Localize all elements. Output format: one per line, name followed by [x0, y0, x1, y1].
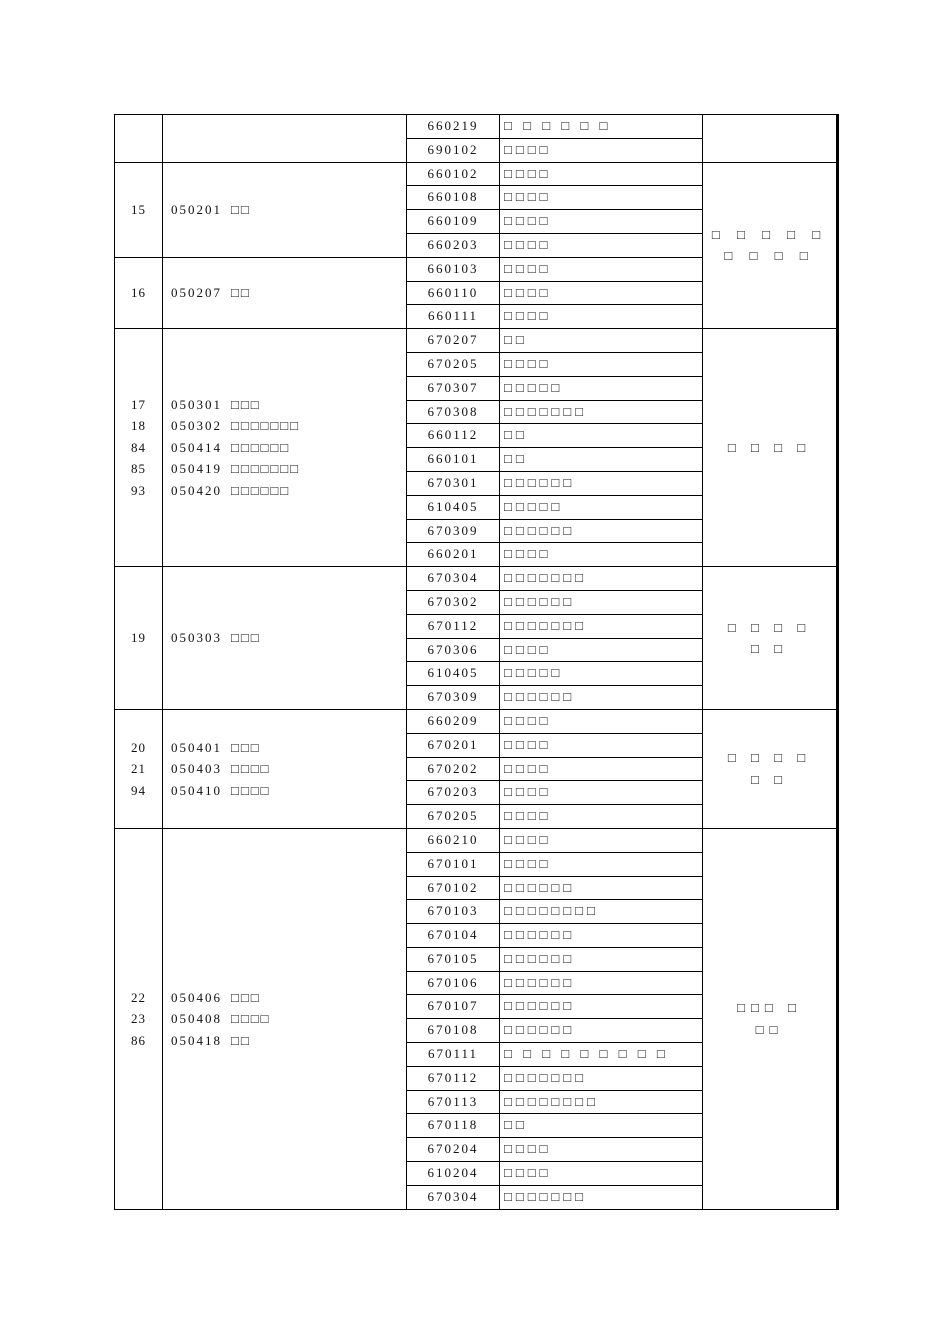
specialty-item: [171, 199, 406, 221]
specialty-item: [171, 780, 406, 802]
group-number-cell: [115, 115, 163, 163]
course-name: □□: [500, 329, 703, 353]
specialty-item: [171, 394, 406, 416]
course-code: 670106: [407, 971, 500, 995]
course-code: 670301: [407, 471, 500, 495]
group-number: 15: [131, 201, 146, 217]
course-name: □□□□: [500, 733, 703, 757]
course-code: 610405: [407, 662, 500, 686]
course-name: □□□□□□: [500, 995, 703, 1019]
specialty-name: □□□: [231, 630, 261, 646]
specialty-item: [171, 282, 406, 304]
course-name: □□□□□□: [500, 590, 703, 614]
course-code: 670306: [407, 638, 500, 662]
course-table-body: [115, 115, 837, 1210]
requirement-text: □ □: [751, 641, 788, 657]
requirement-cell: [703, 162, 837, 329]
specialty-item: [171, 737, 406, 759]
group-number-cell: [115, 709, 163, 828]
specialty-item: [171, 1008, 406, 1030]
specialty-cell: [163, 828, 407, 1209]
course-name: □□□□□: [500, 495, 703, 519]
specialty-name: □□□□□□□: [231, 418, 300, 434]
specialty-item: [171, 627, 406, 649]
course-code: 670304: [407, 567, 500, 591]
specialty-name: □□□□: [231, 761, 271, 777]
course-code: 610204: [407, 1162, 500, 1186]
group-number: 17: [131, 396, 146, 412]
course-name: □□□□□□: [500, 471, 703, 495]
specialty-code: 050301: [171, 396, 222, 412]
specialty-code: 050414: [171, 439, 222, 455]
course-name: □□□□: [500, 543, 703, 567]
course-code: 660103: [407, 257, 500, 281]
specialty-cell: [163, 329, 407, 567]
course-code: 670103: [407, 900, 500, 924]
specialty-name: □□: [231, 285, 251, 301]
course-code: 670207: [407, 329, 500, 353]
specialty-cell: [163, 709, 407, 828]
course-code: 670104: [407, 924, 500, 948]
course-code: 660101: [407, 448, 500, 472]
requirement-text: □□: [755, 1021, 784, 1037]
specialty-code: 050419: [171, 461, 222, 477]
course-code: 670111: [407, 1043, 500, 1067]
group-number: 18: [131, 418, 146, 434]
course-code: 670309: [407, 519, 500, 543]
course-code: 670205: [407, 352, 500, 376]
specialty-cell: [163, 115, 407, 163]
course-code: 670302: [407, 590, 500, 614]
group-number: 21: [131, 761, 146, 777]
course-code: 660111: [407, 305, 500, 329]
course-name: □□□□: [500, 305, 703, 329]
course-code: 660102: [407, 162, 500, 186]
table-row: [115, 329, 837, 353]
course-code: 660109: [407, 210, 500, 234]
course-name: □□□□: [500, 638, 703, 662]
course-code: 670108: [407, 1019, 500, 1043]
course-name: □□□□□: [500, 376, 703, 400]
specialty-item: [171, 1030, 406, 1052]
table-row: [115, 162, 837, 186]
specialty-code: 050302: [171, 418, 222, 434]
specialty-item: [171, 458, 406, 480]
specialty-name: □□□: [231, 989, 261, 1005]
course-name: □□□□□□□: [500, 400, 703, 424]
course-name: □□□□: [500, 210, 703, 234]
course-name: □□□□: [500, 709, 703, 733]
course-code: 670307: [407, 376, 500, 400]
requirement-text: □ □ □ □: [727, 439, 812, 455]
course-name: □□: [500, 1114, 703, 1138]
table-row: [115, 115, 837, 139]
course-code: 670308: [407, 400, 500, 424]
course-name: □□□□: [500, 828, 703, 852]
group-number: 16: [131, 285, 146, 301]
specialty-code: 050403: [171, 761, 222, 777]
course-name: □□□□□□□: [500, 1066, 703, 1090]
course-name: □□□□□□□□: [500, 900, 703, 924]
requirement-text: □ □ □ □ □ □ □ □ □: [711, 226, 828, 264]
course-name: □□□□: [500, 1162, 703, 1186]
course-name: □□□□□□: [500, 924, 703, 948]
requirement-text: □□□ □: [737, 1000, 802, 1016]
course-table: [114, 114, 837, 1210]
group-number: 86: [131, 1032, 146, 1048]
group-number: 23: [131, 1011, 146, 1027]
course-name: □□: [500, 424, 703, 448]
specialty-name: □□□□□□: [231, 439, 291, 455]
course-code: 660108: [407, 186, 500, 210]
course-code: 670113: [407, 1090, 500, 1114]
course-name: □□□□□□: [500, 519, 703, 543]
specialty-item: [171, 437, 406, 459]
specialty-item: [171, 480, 406, 502]
course-name: □□□□: [500, 186, 703, 210]
group-number-cell: [115, 567, 163, 710]
course-name: □□□□: [500, 138, 703, 162]
course-name: □□□□□□□: [500, 1185, 703, 1209]
course-code: 660110: [407, 281, 500, 305]
course-name: □ □ □ □ □ □: [500, 115, 703, 139]
course-code: 660219: [407, 115, 500, 139]
course-name: □□□□: [500, 352, 703, 376]
course-code: 670201: [407, 733, 500, 757]
specialty-item: [171, 987, 406, 1009]
course-table-page: [114, 114, 839, 1210]
specialty-code: 050410: [171, 782, 222, 798]
course-name: □□□□: [500, 1138, 703, 1162]
course-name: □□□□: [500, 805, 703, 829]
group-number: 22: [131, 989, 146, 1005]
course-code: 670112: [407, 1066, 500, 1090]
specialty-code: 050420: [171, 482, 222, 498]
course-code: 660209: [407, 709, 500, 733]
specialty-name: □□: [231, 1032, 251, 1048]
course-code: 670118: [407, 1114, 500, 1138]
requirement-cell: [703, 709, 837, 828]
specialty-cell: [163, 162, 407, 257]
specialty-code: 050207: [171, 285, 222, 301]
specialty-code: 050408: [171, 1011, 222, 1027]
course-code: 670203: [407, 781, 500, 805]
specialty-item: [171, 758, 406, 780]
course-name: □□□□□: [500, 662, 703, 686]
course-name: □□□□□□□□: [500, 1090, 703, 1114]
course-name: □□□□□□: [500, 1019, 703, 1043]
course-code: 690102: [407, 138, 500, 162]
specialty-code: 050401: [171, 739, 222, 755]
requirement-cell: [703, 115, 837, 163]
specialty-cell: [163, 567, 407, 710]
course-code: 670107: [407, 995, 500, 1019]
course-name: □□□□: [500, 281, 703, 305]
course-code: 670309: [407, 686, 500, 710]
group-number-cell: [115, 828, 163, 1209]
requirement-cell: [703, 329, 837, 567]
course-code: 670112: [407, 614, 500, 638]
course-name: □□□□: [500, 162, 703, 186]
group-number: 85: [131, 461, 146, 477]
course-code: 670204: [407, 1138, 500, 1162]
requirement-cell: [703, 828, 837, 1209]
course-code: 670304: [407, 1185, 500, 1209]
group-number: 84: [131, 439, 146, 455]
group-number-cell: [115, 162, 163, 257]
specialty-name: □□: [231, 201, 251, 217]
table-row: [115, 567, 837, 591]
course-code: 670101: [407, 852, 500, 876]
table-row: [115, 709, 837, 733]
requirement-cell: [703, 567, 837, 710]
course-code: 670102: [407, 876, 500, 900]
group-number: 20: [131, 739, 146, 755]
specialty-code: 050201: [171, 201, 222, 217]
course-code: 670202: [407, 757, 500, 781]
course-name: □□□□: [500, 852, 703, 876]
course-code: 660201: [407, 543, 500, 567]
course-code: 670205: [407, 805, 500, 829]
course-name: □ □ □ □ □ □ □ □ □: [500, 1043, 703, 1067]
requirement-text: □ □ □ □: [727, 750, 812, 766]
specialty-code: 050303: [171, 630, 222, 646]
specialty-name: □□□□□□□: [231, 461, 300, 477]
course-name: □□□□: [500, 757, 703, 781]
group-number: 93: [131, 482, 146, 498]
course-name: □□: [500, 448, 703, 472]
specialty-item: [171, 415, 406, 437]
course-code: 660112: [407, 424, 500, 448]
requirement-text: □ □ □ □: [727, 619, 812, 635]
course-name: □□□□: [500, 781, 703, 805]
course-name: □□□□□□: [500, 876, 703, 900]
course-code: 670105: [407, 947, 500, 971]
specialty-cell: [163, 257, 407, 328]
course-name: □□□□□□□: [500, 614, 703, 638]
group-number: 19: [131, 630, 146, 646]
course-name: □□□□□□: [500, 971, 703, 995]
specialty-name: □□□□: [231, 1011, 271, 1027]
specialty-name: □□□: [231, 739, 261, 755]
course-code: 660203: [407, 233, 500, 257]
course-name: □□□□: [500, 257, 703, 281]
specialty-name: □□□: [231, 396, 261, 412]
course-code: 660210: [407, 828, 500, 852]
specialty-name: □□□□□□: [231, 482, 291, 498]
course-name: □□□□□□□: [500, 567, 703, 591]
table-row: [115, 828, 837, 852]
group-number: 94: [131, 782, 146, 798]
specialty-code: 050418: [171, 1032, 222, 1048]
course-name: □□□□: [500, 233, 703, 257]
course-code: 610405: [407, 495, 500, 519]
course-name: □□□□□□: [500, 686, 703, 710]
requirement-text: □ □: [751, 771, 788, 787]
specialty-name: □□□□: [231, 782, 271, 798]
course-name: □□□□□□: [500, 947, 703, 971]
specialty-code: 050406: [171, 989, 222, 1005]
group-number-cell: [115, 329, 163, 567]
group-number-cell: [115, 257, 163, 328]
